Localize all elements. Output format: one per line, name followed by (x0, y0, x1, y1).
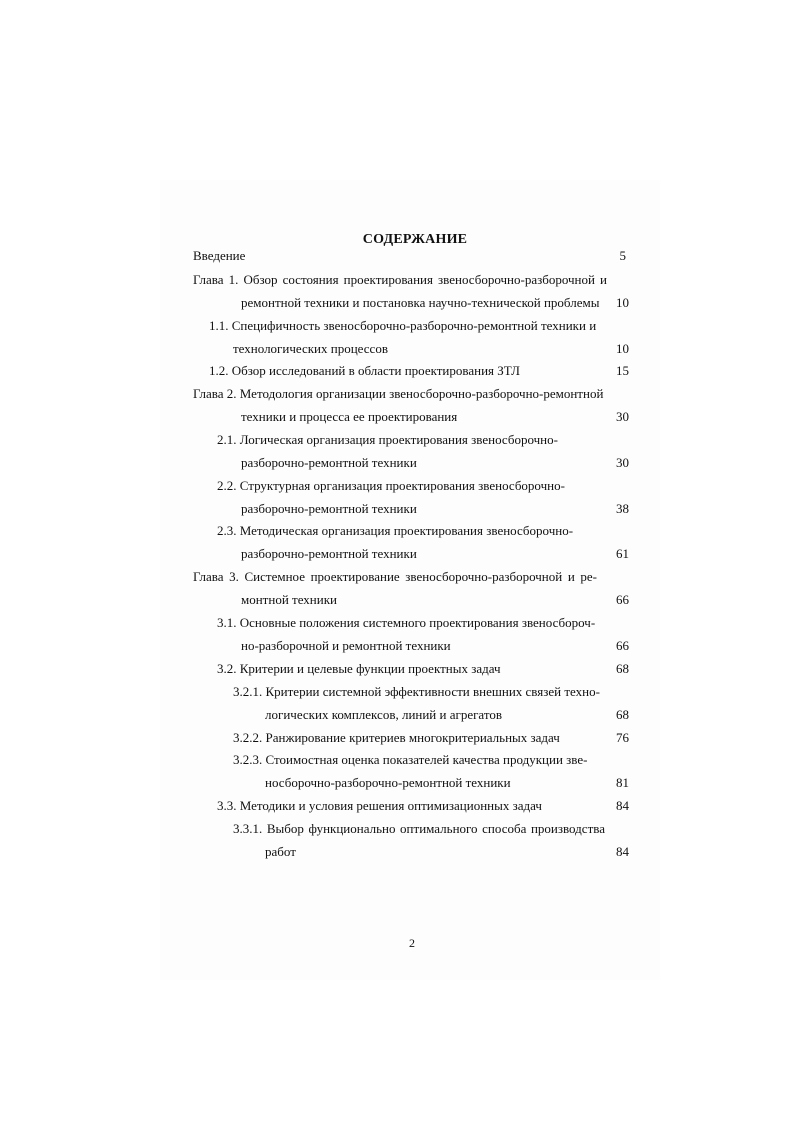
toc-page-2-3: 61 (616, 546, 629, 561)
toc-entry-2-1: 2.1. Логическая организация проектирования звеносборочно- (217, 432, 558, 447)
toc-entry-3-1-cont: но-разборочной и ремонтной техники (241, 638, 451, 653)
toc-entry-3-3: 3.3. Методики и условия решения оптимизационных задач (217, 798, 542, 813)
toc-entry-3-2: 3.2. Критерии и целевые функции проектных задач (217, 661, 501, 676)
page-title: СОДЕРЖАНИЕ (362, 232, 468, 247)
toc-entry-3-1: 3.1. Основные положения системного проектирования звеносбороч- (217, 615, 596, 630)
toc-page-1-1: 10 (616, 341, 629, 356)
toc-page-3-2: 68 (616, 661, 629, 676)
toc-entry-1-2: 1.2. Обзор исследований в области проектирования ЗТЛ (209, 363, 520, 378)
toc-entry-chapter-2-cont: техники и процесса ее проектирования (241, 409, 458, 424)
toc-entry-chapter-2: Глава 2. Методология организации звеносборочно-разборочно-ремонтной (193, 386, 604, 401)
page-number: 2 (409, 936, 415, 950)
toc-page-3-2-2: 76 (616, 730, 629, 745)
toc-entry-intro: Введение (193, 248, 246, 263)
toc-page-2-1: 30 (616, 455, 629, 470)
toc-entry-2-3-cont: разборочно-ремонтной техники (241, 546, 417, 561)
toc-page-chapter-3: 66 (616, 592, 629, 607)
toc-page-1-2: 15 (616, 363, 629, 378)
toc-entry-1-1-cont: технологических процессов (233, 341, 388, 356)
toc-page-3-1: 66 (616, 638, 629, 653)
toc-entry-chapter-1: Глава 1. Обзор состояния проектирования звеносборочно-разборочной и (193, 272, 607, 287)
toc-entry-3-3-1: 3.3.1. Выбор функционально оптимального способа производства (233, 821, 605, 836)
toc-entry-3-2-1: 3.2.1. Критерии системной эффективности внешних связей техно- (233, 684, 600, 699)
toc-entry-3-2-2: 3.2.2. Ранжирование критериев многокритериальных задач (233, 730, 560, 745)
toc-entry-3-2-1-cont: логических комплексов, линий и агрегатов (265, 707, 503, 722)
toc-page-3-2-1: 68 (616, 707, 629, 722)
toc-entry-3-2-3-cont: носборочно-разборочно-ремонтной техники (265, 775, 511, 790)
toc-entry-1-1: 1.1. Специфичность звеносборочно-разборочно-ремонтной техники и (209, 318, 597, 333)
toc-entry-2-2-cont: разборочно-ремонтной техники (241, 501, 417, 516)
toc-page-3-3: 84 (616, 798, 629, 813)
toc-page-chapter-1: 10 (616, 295, 629, 310)
toc-page-3-2-3: 81 (616, 775, 629, 790)
toc-page-2-2: 38 (616, 501, 629, 516)
toc-page-intro: 5 (619, 248, 626, 263)
toc-entry-chapter-3-cont: монтной техники (241, 592, 337, 607)
toc-entry-2-1-cont: разборочно-ремонтной техники (241, 455, 417, 470)
toc-page-chapter-2: 30 (616, 409, 629, 424)
toc-entry-3-2-3: 3.2.3. Стоимостная оценка показателей качества продукции зве- (233, 752, 588, 767)
toc-entry-3-3-1-cont: работ (265, 844, 296, 859)
toc-entry-chapter-3: Глава 3. Системное проектирование звеносборочно-разборочной и ре- (193, 569, 597, 584)
toc-entry-2-2: 2.2. Структурная организация проектирования звеносборочно- (217, 478, 565, 493)
toc-entry-2-3: 2.3. Методическая организация проектирования звеносборочно- (217, 523, 574, 538)
toc-page-3-3-1: 84 (616, 844, 629, 859)
toc-entry-chapter-1-cont: ремонтной техники и постановка научно-технической проблемы (241, 295, 600, 310)
